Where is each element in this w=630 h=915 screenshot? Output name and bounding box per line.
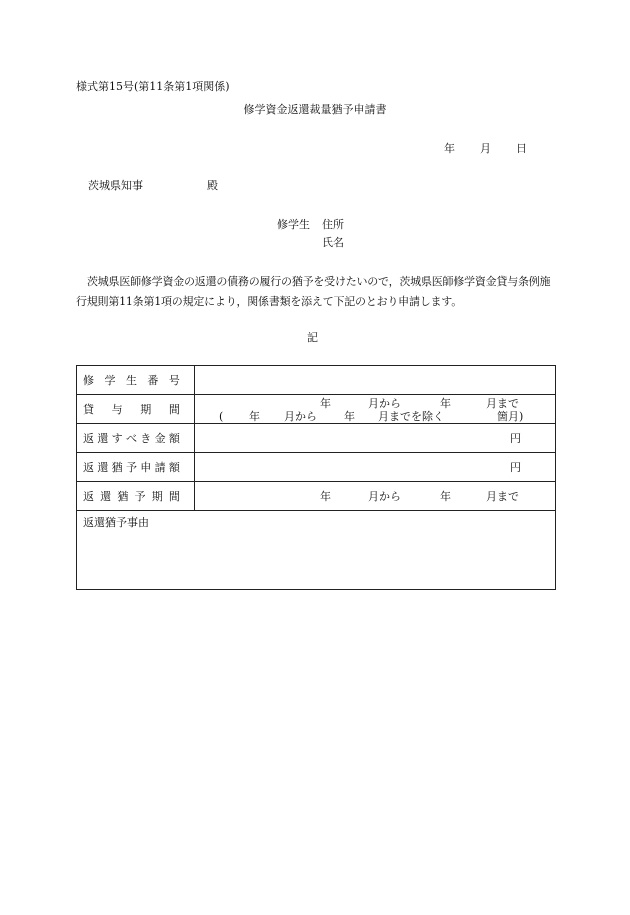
- label-deferment-period: 返 還 猶 予 期 間: [77, 482, 195, 511]
- label-loan-period: 貸 与 期 間: [77, 395, 195, 424]
- applicant-role: 修学生: [277, 218, 310, 231]
- deferment-amount-field[interactable]: [195, 453, 556, 482]
- excluding-year-label-2: 年: [344, 410, 355, 423]
- form-number: 様式第15号(第11条第1項関係): [76, 80, 230, 93]
- addressee-honorific: 殿: [207, 179, 218, 192]
- label-deferment-amount: 返 還 猶 予 申 請 額: [77, 453, 195, 482]
- deferment-end-year-label: 年: [440, 490, 451, 503]
- deferment-end-month-label: 月まで: [486, 490, 519, 503]
- applicant-name-label: 氏名: [322, 236, 344, 249]
- deferment-reason-field[interactable]: [77, 511, 556, 590]
- amount-due-field[interactable]: [195, 424, 556, 453]
- row-student-number: [77, 366, 556, 395]
- application-form-table: [76, 365, 556, 590]
- excluding-text: 月までを除く: [378, 410, 444, 423]
- row-amount-due: [77, 424, 556, 453]
- label-amount-due: 返 還 す べ き 金 額: [77, 424, 195, 453]
- row-loan-period: [77, 395, 556, 424]
- ki-heading: 記: [307, 331, 318, 344]
- document-title: 修学資金返還裁量猶予申請書: [243, 103, 387, 116]
- loan-end-month-label: 月まで: [486, 397, 519, 410]
- row-deferment-period: [77, 482, 556, 511]
- deferment-reason-label: 返還猶予事由: [83, 516, 149, 529]
- months-close-label: 箇月): [497, 410, 524, 423]
- row-deferment-reason: [77, 511, 556, 590]
- excluding-open-paren: (: [219, 410, 224, 423]
- student-number-field[interactable]: [195, 366, 556, 395]
- loan-start-year-label: 年: [320, 397, 331, 410]
- amount-due-unit: 円: [510, 432, 521, 445]
- deferment-start-month-label: 月から: [368, 490, 401, 503]
- loan-start-month-label: 月から: [368, 397, 401, 410]
- date-month-label: 月: [480, 142, 491, 155]
- application-body-text: 茨城県医師修学資金の返還の債務の履行の猶予を受けたいので，茨城県医師修学資金貸与条例施行規則第11条第1項の規定により，関係書類を添えて下記のとおり申請します。: [76, 275, 551, 308]
- loan-end-year-label: 年: [440, 397, 451, 410]
- deferment-period-field[interactable]: [195, 482, 556, 511]
- deferment-amount-unit: 円: [510, 461, 521, 474]
- deferment-start-year-label: 年: [320, 490, 331, 503]
- date-year-label: 年: [444, 142, 455, 155]
- label-student-number: 修 学 生 番 号: [77, 366, 195, 395]
- excluding-month-from-label: 月から: [284, 410, 317, 423]
- excluding-year-label: 年: [249, 410, 260, 423]
- row-deferment-amount: [77, 453, 556, 482]
- loan-period-field[interactable]: [195, 395, 556, 424]
- addressee-name: 茨城県知事: [88, 179, 143, 192]
- applicant-address-label: 住所: [322, 218, 344, 231]
- date-day-label: 日: [516, 142, 527, 155]
